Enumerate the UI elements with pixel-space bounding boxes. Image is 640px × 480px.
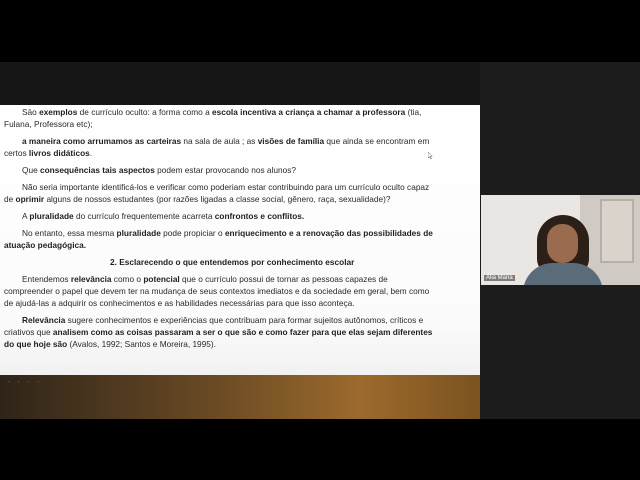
slide-text-segment: Que bbox=[22, 165, 40, 175]
slide-line-16 bbox=[4, 339, 216, 351]
shared-screen bbox=[0, 62, 480, 419]
slide-text-segment: pode propiciar o bbox=[160, 228, 225, 238]
slide-text-segment: confrontos e conflitos. bbox=[214, 211, 305, 221]
slide-text-segment: de bbox=[4, 194, 16, 204]
slide-text-segment: podem estar provocando nos alunos? bbox=[154, 165, 296, 175]
slide-line-14 bbox=[22, 315, 423, 327]
participant-face bbox=[547, 224, 578, 263]
slide-line-12 bbox=[4, 286, 429, 298]
slide-text-segment: criativos que bbox=[4, 327, 53, 337]
slide-text-segment: Fulana, Professora etc); bbox=[4, 119, 93, 129]
slide-text-segment: certos bbox=[4, 148, 29, 158]
slide-text-segment: que o currículo possui de tornar as pessoas capazes de bbox=[179, 274, 388, 284]
slide-line-7 bbox=[4, 194, 391, 206]
slide-text-segment: Sāo bbox=[22, 107, 40, 117]
slide-text-segment: livros didáticos bbox=[28, 148, 90, 158]
slide-text-segment: atuação pedagógica. bbox=[4, 240, 87, 250]
slide-text-segment: a maneira como arrumamos as carteiras bbox=[22, 136, 182, 146]
slide-decoration: · · · · bbox=[8, 379, 42, 385]
slide-text-segment: relevância bbox=[70, 274, 112, 284]
slide-text-segment: exemplos bbox=[39, 107, 78, 117]
slide-text-segment: escola incentiva a criança a chamar a professora bbox=[212, 107, 406, 117]
slide-line-13 bbox=[4, 298, 355, 310]
slide-text-segment: alguns de nossos estudantes (por razões ligadas a classe social, gênero, raça, sexualidade)? bbox=[44, 194, 391, 204]
slide-text-segment: visões de família bbox=[257, 136, 325, 146]
slide-line-15 bbox=[4, 327, 432, 339]
slide-text-segment: do currículo frequentemente acarreta bbox=[73, 211, 215, 221]
slide-text-segment: (Avalos, 1992; Santos e Moreira, 1995). bbox=[67, 339, 216, 349]
slide-page bbox=[0, 105, 480, 375]
slide-text-segment: de ajudá-las a adquirir os conhecimentos e as habilidades necessárias para que isso aconteça. bbox=[4, 298, 355, 308]
slide-text-segment: Não seria importante identificá-los e verificar como poderiam estar contribuindo para um currículo oculto capaz bbox=[22, 182, 430, 192]
slide-text-segment: analisem como as coisas passaram a ser o que são e como fazer para que elas sejam diferentes bbox=[52, 327, 433, 337]
slide-text-segment: consequências tais aspectos bbox=[40, 165, 155, 175]
slide-line-1 bbox=[22, 107, 421, 119]
slide-line-9 bbox=[22, 228, 433, 240]
slide-text-segment: (tia, bbox=[405, 107, 422, 117]
meeting-stage bbox=[0, 62, 640, 419]
slide-text-segment: sugere conhecimentos e experiências que contribuam para formar sujeitos autônomos, críticos e bbox=[65, 315, 424, 325]
slide-text-segment: pluralidade bbox=[29, 211, 74, 221]
slide-text-segment: Entendemos bbox=[22, 274, 71, 284]
slide-text-segment: Relevância bbox=[22, 315, 66, 325]
slide-line-8 bbox=[22, 211, 304, 223]
slide-text-segment: que ainda se encontram em bbox=[324, 136, 430, 146]
slide-text-segment: . bbox=[89, 148, 93, 158]
slide-text-segment: oprimir bbox=[15, 194, 45, 204]
slide-text-segment: de currículo oculto: a forma como a bbox=[77, 107, 213, 117]
slide-line-4 bbox=[4, 148, 92, 160]
mouse-pointer-icon bbox=[428, 152, 433, 159]
slide-text-segment: do que hoje são bbox=[4, 339, 68, 349]
slide-line-10 bbox=[4, 240, 86, 252]
slide-text-segment: potencial bbox=[143, 274, 180, 284]
slide-text-segment: na sala de aula ; as bbox=[181, 136, 258, 146]
slide-heading: 2. Esclarecendo o que entendemos por conhecimento escolar bbox=[110, 257, 355, 267]
slide-text-segment: pluralidade bbox=[116, 228, 161, 238]
slide-text-segment: compreender o papel que devem ter na mudança de seus contextos imediatos e da sociedade em geral, bem como bbox=[4, 286, 430, 296]
slide-bottom-band bbox=[0, 375, 480, 419]
slide-text-segment: A bbox=[22, 211, 30, 221]
video-background-door bbox=[600, 199, 634, 263]
slide-text-segment: como o bbox=[111, 274, 144, 284]
slide-line-5 bbox=[22, 165, 296, 177]
slide-top-band bbox=[0, 62, 480, 105]
slide-text-segment: No entanto, essa mesma bbox=[22, 228, 117, 238]
slide-text-segment: enriquecimento e a renovação das possibilidades de bbox=[224, 228, 433, 238]
slide-line-6 bbox=[22, 182, 429, 194]
participant-name-label: Ália Maria bbox=[486, 275, 513, 281]
slide-line-11 bbox=[22, 274, 388, 286]
participant-video-tile[interactable] bbox=[481, 195, 640, 285]
slide-line-2 bbox=[4, 119, 93, 131]
slide-line-3 bbox=[22, 136, 429, 148]
